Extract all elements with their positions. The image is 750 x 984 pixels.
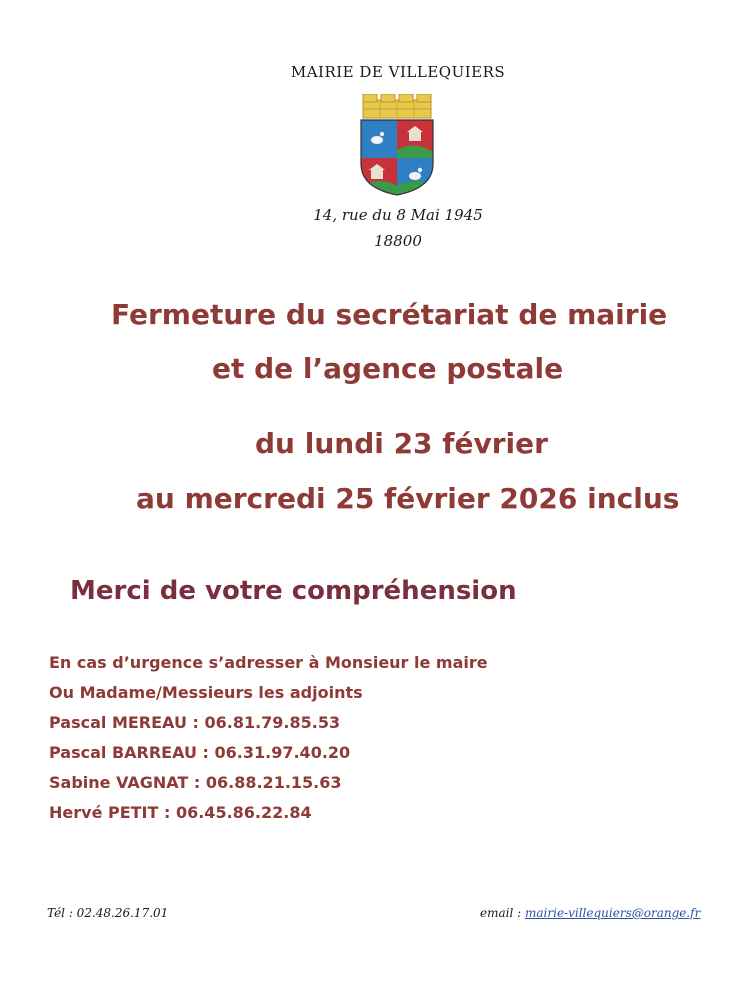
closure-date-start: du lundi 23 février bbox=[255, 427, 548, 460]
contact-intro: En cas d’urgence s’adresser à Monsieur le maire bbox=[49, 653, 488, 672]
contact-item: Hervé PETIT : 06.45.86.22.84 bbox=[49, 803, 312, 822]
email-label: email : bbox=[480, 906, 522, 920]
contact-item: Sabine VAGNAT : 06.88.21.15.63 bbox=[49, 773, 342, 792]
mairie-title: MAIRIE DE VILLEQUIERS bbox=[290, 63, 506, 81]
notice-title-line2: et de l’agence postale bbox=[212, 352, 564, 385]
coat-of-arms-icon bbox=[357, 94, 437, 196]
contact-item: Pascal MEREAU : 06.81.79.85.53 bbox=[49, 713, 341, 732]
emergency-contacts bbox=[49, 651, 488, 831]
contact-intro-deputies: Ou Madame/Messieurs les adjoints bbox=[49, 683, 363, 702]
contact-item: Pascal BARREAU : 06.31.97.40.20 bbox=[49, 743, 351, 762]
thanks-message: Merci de votre compréhension bbox=[70, 576, 517, 606]
footer-phone: Tél : 02.48.26.17.01 bbox=[47, 906, 169, 920]
closure-date-end: au mercredi 25 février 2026 inclus bbox=[136, 482, 680, 515]
address-street: 14, rue du 8 Mai 1945 bbox=[313, 206, 483, 224]
notice-title-line1: Fermeture du secrétariat de mairie bbox=[111, 298, 668, 331]
footer-email bbox=[480, 906, 700, 920]
address-postcode: 18800 bbox=[374, 232, 422, 250]
email-link[interactable]: mairie-villequiers@orange.fr bbox=[525, 906, 701, 920]
crown-icon bbox=[363, 94, 431, 118]
